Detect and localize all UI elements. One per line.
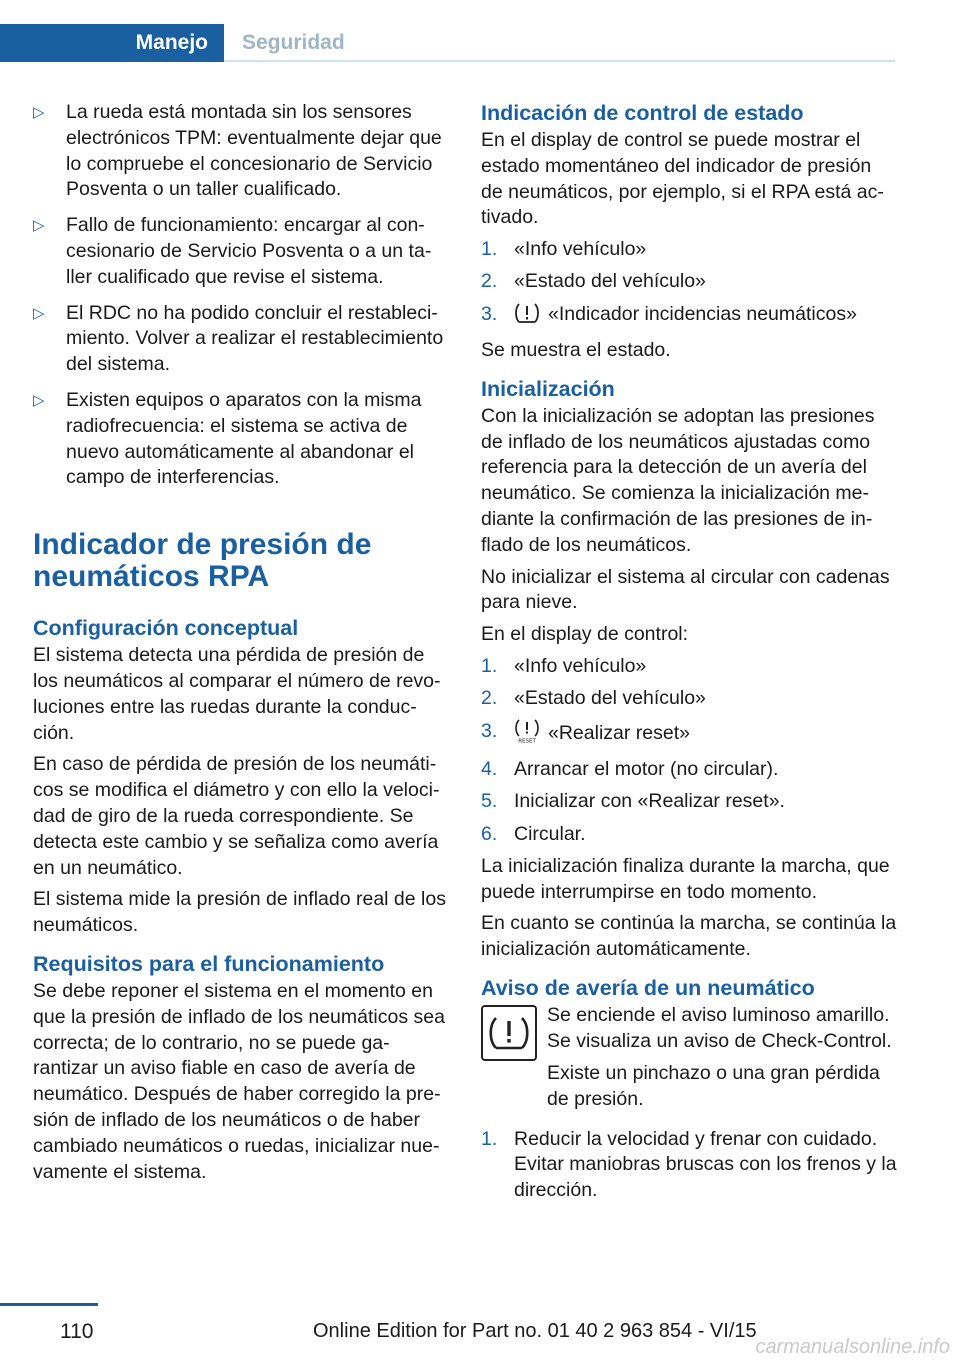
edition-info: Online Edition for Part no. 01 40 2 963 854 - VI/15 xyxy=(313,1320,757,1342)
status-steps xyxy=(481,237,897,331)
paragraph: En caso de pérdida de presión de los neumáticos se modifica el diámetro y con ello la velocidad de giro de la rueda correspondiente. Se detecta este cambio y se señaliza como avería en un neumático. xyxy=(33,753,440,879)
list-item: 1. Reducir la velocidad y frenar con cuidado. Evitar maniobras bruscas con los frenos y la dirección. xyxy=(481,1127,897,1202)
paragraph: En el display de control: xyxy=(481,623,689,646)
paragraph: No inicializar el sistema al circular con cadenas para nieve. xyxy=(481,565,890,614)
paragraph: La inicialización finaliza durante la marcha, que puede interrumpirse en todo momento. xyxy=(481,854,890,903)
subheading-requirements: Requisitos para el funcionamiento xyxy=(33,951,385,976)
tire-reset-icon xyxy=(514,719,540,751)
triangle-bullet-icon: ▷ xyxy=(33,391,45,409)
watermark: carmanualsonline.info xyxy=(755,1336,950,1358)
list-item: 2. «Estado del vehículo» xyxy=(481,687,706,710)
tab-manejo[interactable]: Manejo xyxy=(0,24,224,62)
list-item: 5. Inicializar con «Realizar reset». xyxy=(481,790,785,813)
list-item: 2. «Estado del vehículo» xyxy=(481,270,706,293)
paragraph: El sistema detecta una pérdida de presión de los neumáticos al comparar el número de revoluciones entre las ruedas durante la conducción. xyxy=(33,644,441,744)
page-number: 110 xyxy=(60,1320,94,1343)
subheading-tire-warning: Aviso de avería de un neumático xyxy=(481,976,815,1001)
paragraph: Se debe reponer el sistema en el momento en que la presión de inflado de los neumáticos sea correcta; de lo contrario, no se puede garantizar un aviso fiable en caso de avería de neumático. Después de haber corregido la presión de inflado de los neumáticos o de haber cambiado neumáticos o ruedas, inicializar nuevamente el sistema. xyxy=(33,979,445,1183)
initialization-steps xyxy=(481,654,897,847)
section-title: Indicador de presión de neumáticos RPA xyxy=(33,528,372,594)
paragraph: Se muestra el estado. xyxy=(481,339,671,362)
list-item: 3. RESET «Realizar reset» xyxy=(481,719,897,751)
right-column xyxy=(481,100,897,1211)
triangle-bullet-icon: ▷ xyxy=(33,304,45,322)
triangle-bullet-icon: ▷ xyxy=(33,217,45,235)
list-item: ▷ La rueda está montada sin los sensores electrónicos TPM: eventualmente dejar que lo compruebe el concesionario de Servicio Posventa o un taller cualificado. xyxy=(33,101,442,201)
subheading-initialization: Inicialización xyxy=(481,376,615,401)
list-item: 1. «Info vehículo» xyxy=(481,655,647,678)
svg-text:RESET: RESET xyxy=(518,738,536,743)
warning-steps xyxy=(481,1127,897,1204)
list-item: ▷ Existen equipos o aparatos con la misma radiofrecuencia: el sistema se activa de nuevo automáticamente al abandonar el campo de interferencias. xyxy=(33,388,422,489)
paragraph: En cuanto se continúa la marcha, se continúa la inicialización automáticamente. xyxy=(481,912,897,961)
footer-rule xyxy=(0,1303,98,1306)
paragraph: Se enciende el aviso luminoso amarillo. Se visualiza un aviso de Check-Control. xyxy=(547,1004,892,1052)
warning-block xyxy=(481,1003,897,1061)
subheading-status: Indicación de control de estado xyxy=(481,101,804,125)
triangle-bullet-icon: ▷ xyxy=(33,104,45,121)
paragraph: En el display de control se puede mostrar el estado momentáneo del indicador de presión de neumáticos, por ejemplo, si el RPA está activado. xyxy=(481,129,884,229)
list-item: ▷ El RDC no ha podido concluir el restablecimiento. Volver a realizar el restablecimiento del sistema. xyxy=(33,301,444,376)
list-item: 6. Circular. xyxy=(481,822,586,845)
list-item: 3. «Indicador incidencias neumáticos» xyxy=(481,302,897,332)
failure-cause-list xyxy=(33,100,447,491)
tire-pressure-warning-icon xyxy=(481,1005,537,1061)
paragraph: Existe un pinchazo o una gran pérdida de presión. xyxy=(547,1062,880,1110)
list-item: ▷ Fallo de funcionamiento: encargar al concesionario de Servicio Posventa o a un taller cualificado que revise el sistema. xyxy=(33,214,432,288)
tab-seguridad[interactable]: Seguridad xyxy=(242,31,345,54)
paragraph: El sistema mide la presión de inflado real de los neumáticos. xyxy=(33,888,446,937)
left-column xyxy=(33,100,447,1191)
paragraph: Con la inicialización se adoptan las presiones de inflado de los neumáticos ajustadas como referencia para la detección de un avería del neumático. Se comienza la inicialización mediante la confirmación de las presiones de inflado de los neumáticos. xyxy=(481,404,875,556)
list-item: 1. «Info vehículo» xyxy=(481,238,647,261)
page-header xyxy=(0,0,895,62)
subheading-concept: Configuración conceptual xyxy=(33,616,299,641)
list-item: 4. Arrancar el motor (no circular). xyxy=(481,757,779,780)
tire-warning-icon xyxy=(514,302,540,332)
